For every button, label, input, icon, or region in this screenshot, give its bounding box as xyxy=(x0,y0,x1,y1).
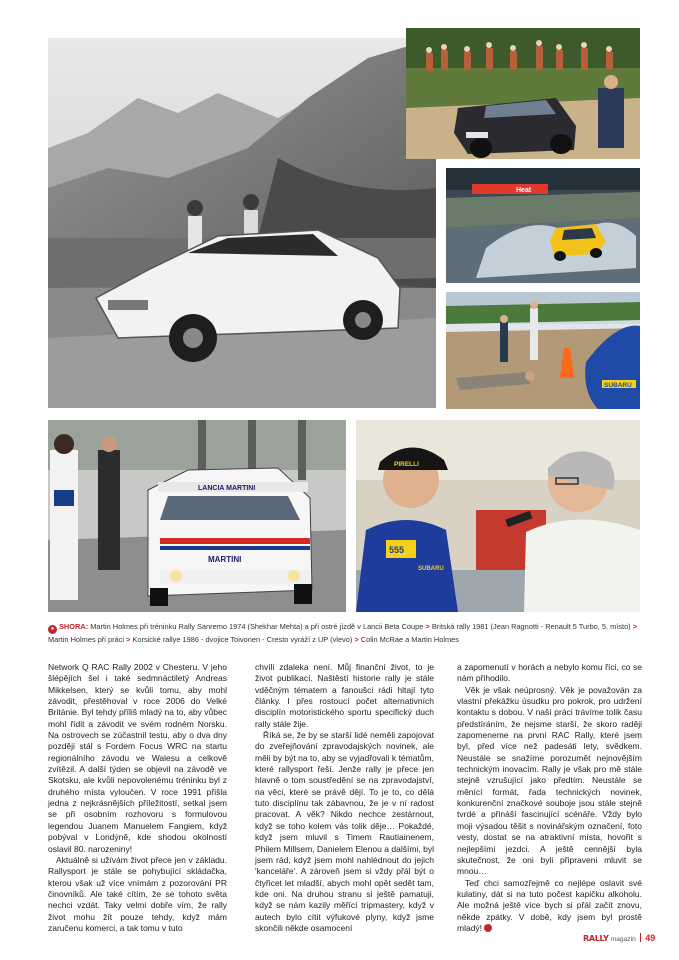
renault-banner-text: Heat xyxy=(516,187,532,194)
page-number: 49 xyxy=(645,933,656,943)
article-column-2 xyxy=(255,662,434,934)
photo-lancia-s4-corsica-image xyxy=(48,420,346,612)
caption-arrow: > xyxy=(126,635,131,644)
photo-lancia-crowd-image xyxy=(406,28,640,159)
article-column-3 xyxy=(457,662,642,934)
photo-caption xyxy=(48,621,640,645)
caption-arrow: > xyxy=(632,622,638,631)
photo-mcrae-holmes-image xyxy=(356,420,640,612)
photo-holmes-at-work-image xyxy=(446,292,640,409)
caption-item: Britská rally 1981 (Jean Ragnotti - Renault 5 Turbo, 5. místo) xyxy=(431,622,631,631)
photo-renault-5-turbo xyxy=(446,168,640,283)
end-mark-icon xyxy=(484,924,492,932)
photo-lancia-beta-coupe-image xyxy=(48,38,436,408)
caption-lead: SHORA: xyxy=(59,622,89,631)
photo-lancia-crowd xyxy=(406,28,640,159)
caption-arrow: > xyxy=(354,635,359,644)
lancia-s4-banner-text: LANCIA MARTINI xyxy=(198,485,256,492)
mcrae-suit-text: SUBARU xyxy=(418,566,444,572)
photo-holmes-at-work xyxy=(446,292,640,409)
page-footer xyxy=(583,933,655,943)
article-paragraph: chvíli zdaleka není. Můj finanční život, to je život publikací. Naštěstí historie rally je stále vděčným tématem a fanoušci rádi hltají tyto články. I přes rostoucí počet alternativních disciplín motoristického sportu specifický duch rally stále žije. xyxy=(255,662,434,729)
mcrae-number-text: 555 xyxy=(389,545,405,555)
caption-item: Colin McRae a Martin Holmes xyxy=(360,635,459,644)
magazine-subtitle: magazín xyxy=(610,936,636,943)
mcrae-cap-text: PIRELLI xyxy=(394,461,419,468)
article-paragraph: Věk je však neúprosný. Věk je považován za vlastní překážku úsudku pro pokrok, pro udržení kontaktu s dobou. V naší práci trávíme tolik času předstíráním, že nejsme starší, že skoro raději zapomeneme na první RAC Rally, které jsem byl, před více než padesáti lety, svědkem. Neustále se snažíme porozumět nejnovějším technickým inovacím. Rally je však pro mě stále stejně vzrušující jako předtím. Neustále se měnící formát, řada technických novinek, konkurenční značkové souboje jsou stále stejně tvrdé a přináší fascinující scénáře. Vždy bylo moji výsadou těšit s novinářským označení, foto vesty, dostat se na atraktivní místa, hovořit s nejlepšími jezdci. A ještě cennější byla skutečnost, že oni byli připraveni mluvit se mnou… xyxy=(457,684,642,877)
magazine-name: RALLY xyxy=(583,934,609,943)
article-paragraph: Říká se, že by se starší lidé neměli zapojovat do zveřejňování zpravodajských novinek, ale měli by být na to, aby se vyjadřovali k tématům, které rallysport řeší. Jenže rally je přece jen hlavně o tom soustředění se na zpravodajství, na věci, které se právě dějí. To je to, co dělá tuto disciplínu tak zábavnou, že je v ní radost pracovat. A věk? Nikdo nechce zestárnout, když se toho kolem vás tolik děje… Pokaždé, když jsem mluvil s Timem Rautiainenem, Philem Millsem, Danielem Elenou a dalšími, byl jsem rád, když jsem mohl nahlédnout do jejich 'kanceláře'. A zároveň jsem si vždy přál být o čtyřicet let mladší, abych mohl opět sedět tam, kde oni. Na druhou stranu si ještě pamatuji, když se nám kazily měřící tripmastery, když v autech bylo cítit výfukové plyny, když jsme skončili někde osamocení xyxy=(255,730,434,933)
caption-arrow: > xyxy=(425,622,430,631)
article-paragraph: Network Q RAC Rally 2002 v Chesteru. V jeho šlépějích šel i také sedmnáctiletý Andreas Mikkelsen, který se kvůli tomu, aby mohl závodit, přestěhoval v roce 2006 do Velké Británie. Byl tehdy příliš mladý na to, aby vůbec mohl řídit a závodit ve svém rodném Norsku. Na ostrovech se zúčastnil testu, aby o dva dny později stál s Fordem Focus WRC na startu regionálního závodu ve Walesu a celkově zvítězil. A další týden se objevil na závodě ve Skotsku, ale kvůli nepovolenému tréninku byl z druhého místa vyloučen. V roce 1991 přišla jedna z nejkrásnějších příležitostí, setkal jsem se při osobním rozhovoru s formulovou legendou Juanem Manuelem Fangiem, když pobýval v Londýně, kde shodou okolností oslavil 80. narozeniny! xyxy=(48,662,227,854)
caption-item: Korsické rallye 1986 - dvojice Toivonen - Cresto vyráží z UP (vlevo) xyxy=(132,635,353,644)
photo-mcrae-holmes xyxy=(356,420,640,612)
caption-text: Martin Holmes při tréninku Rally Sanremo 1974 (Shekhar Mehta) a při ostré jízdě v Lancii Beta Coupe xyxy=(90,622,424,631)
photo-renault-5-turbo-image xyxy=(446,168,640,283)
camera-dot-icon: ● xyxy=(48,625,57,634)
caption-item: Martin Holmes při práci xyxy=(48,635,124,644)
article-paragraph: a zapomenutí v horách a nebylo komu říci, co se nám přihodilo. xyxy=(457,662,642,684)
photo-lancia-s4-corsica xyxy=(48,420,346,612)
footer-divider xyxy=(640,933,641,942)
photo-lancia-beta-coupe xyxy=(48,38,436,408)
article-paragraph: Aktuálně si užívám život přece jen v základu. Rallysport je stále se pohybující skládačka, kterou však už více vnímám z pozorování PR činovníků. Ale také cítím, že se tohoto světa nechci vzdát. Taky velmi dobře vím, že rally život mohu žít pouze tehdy, když mám zaručenu komerci, a tak tomu v tuto xyxy=(48,854,227,933)
lancia-s4-hood-text: MARTINI xyxy=(208,555,242,564)
subaru-logo-text: SUBARU xyxy=(604,382,632,389)
article-column-1 xyxy=(48,662,227,934)
article-paragraph: Teď chci samozřejmě co nejlépe oslavit své kulatiny, dát si na tuto počest kapičku alkoholu. Ale možná ještě více bych si přál začít znovu, někde zpátky. V době, kdy jsem byl prostě mladý! xyxy=(457,877,642,933)
